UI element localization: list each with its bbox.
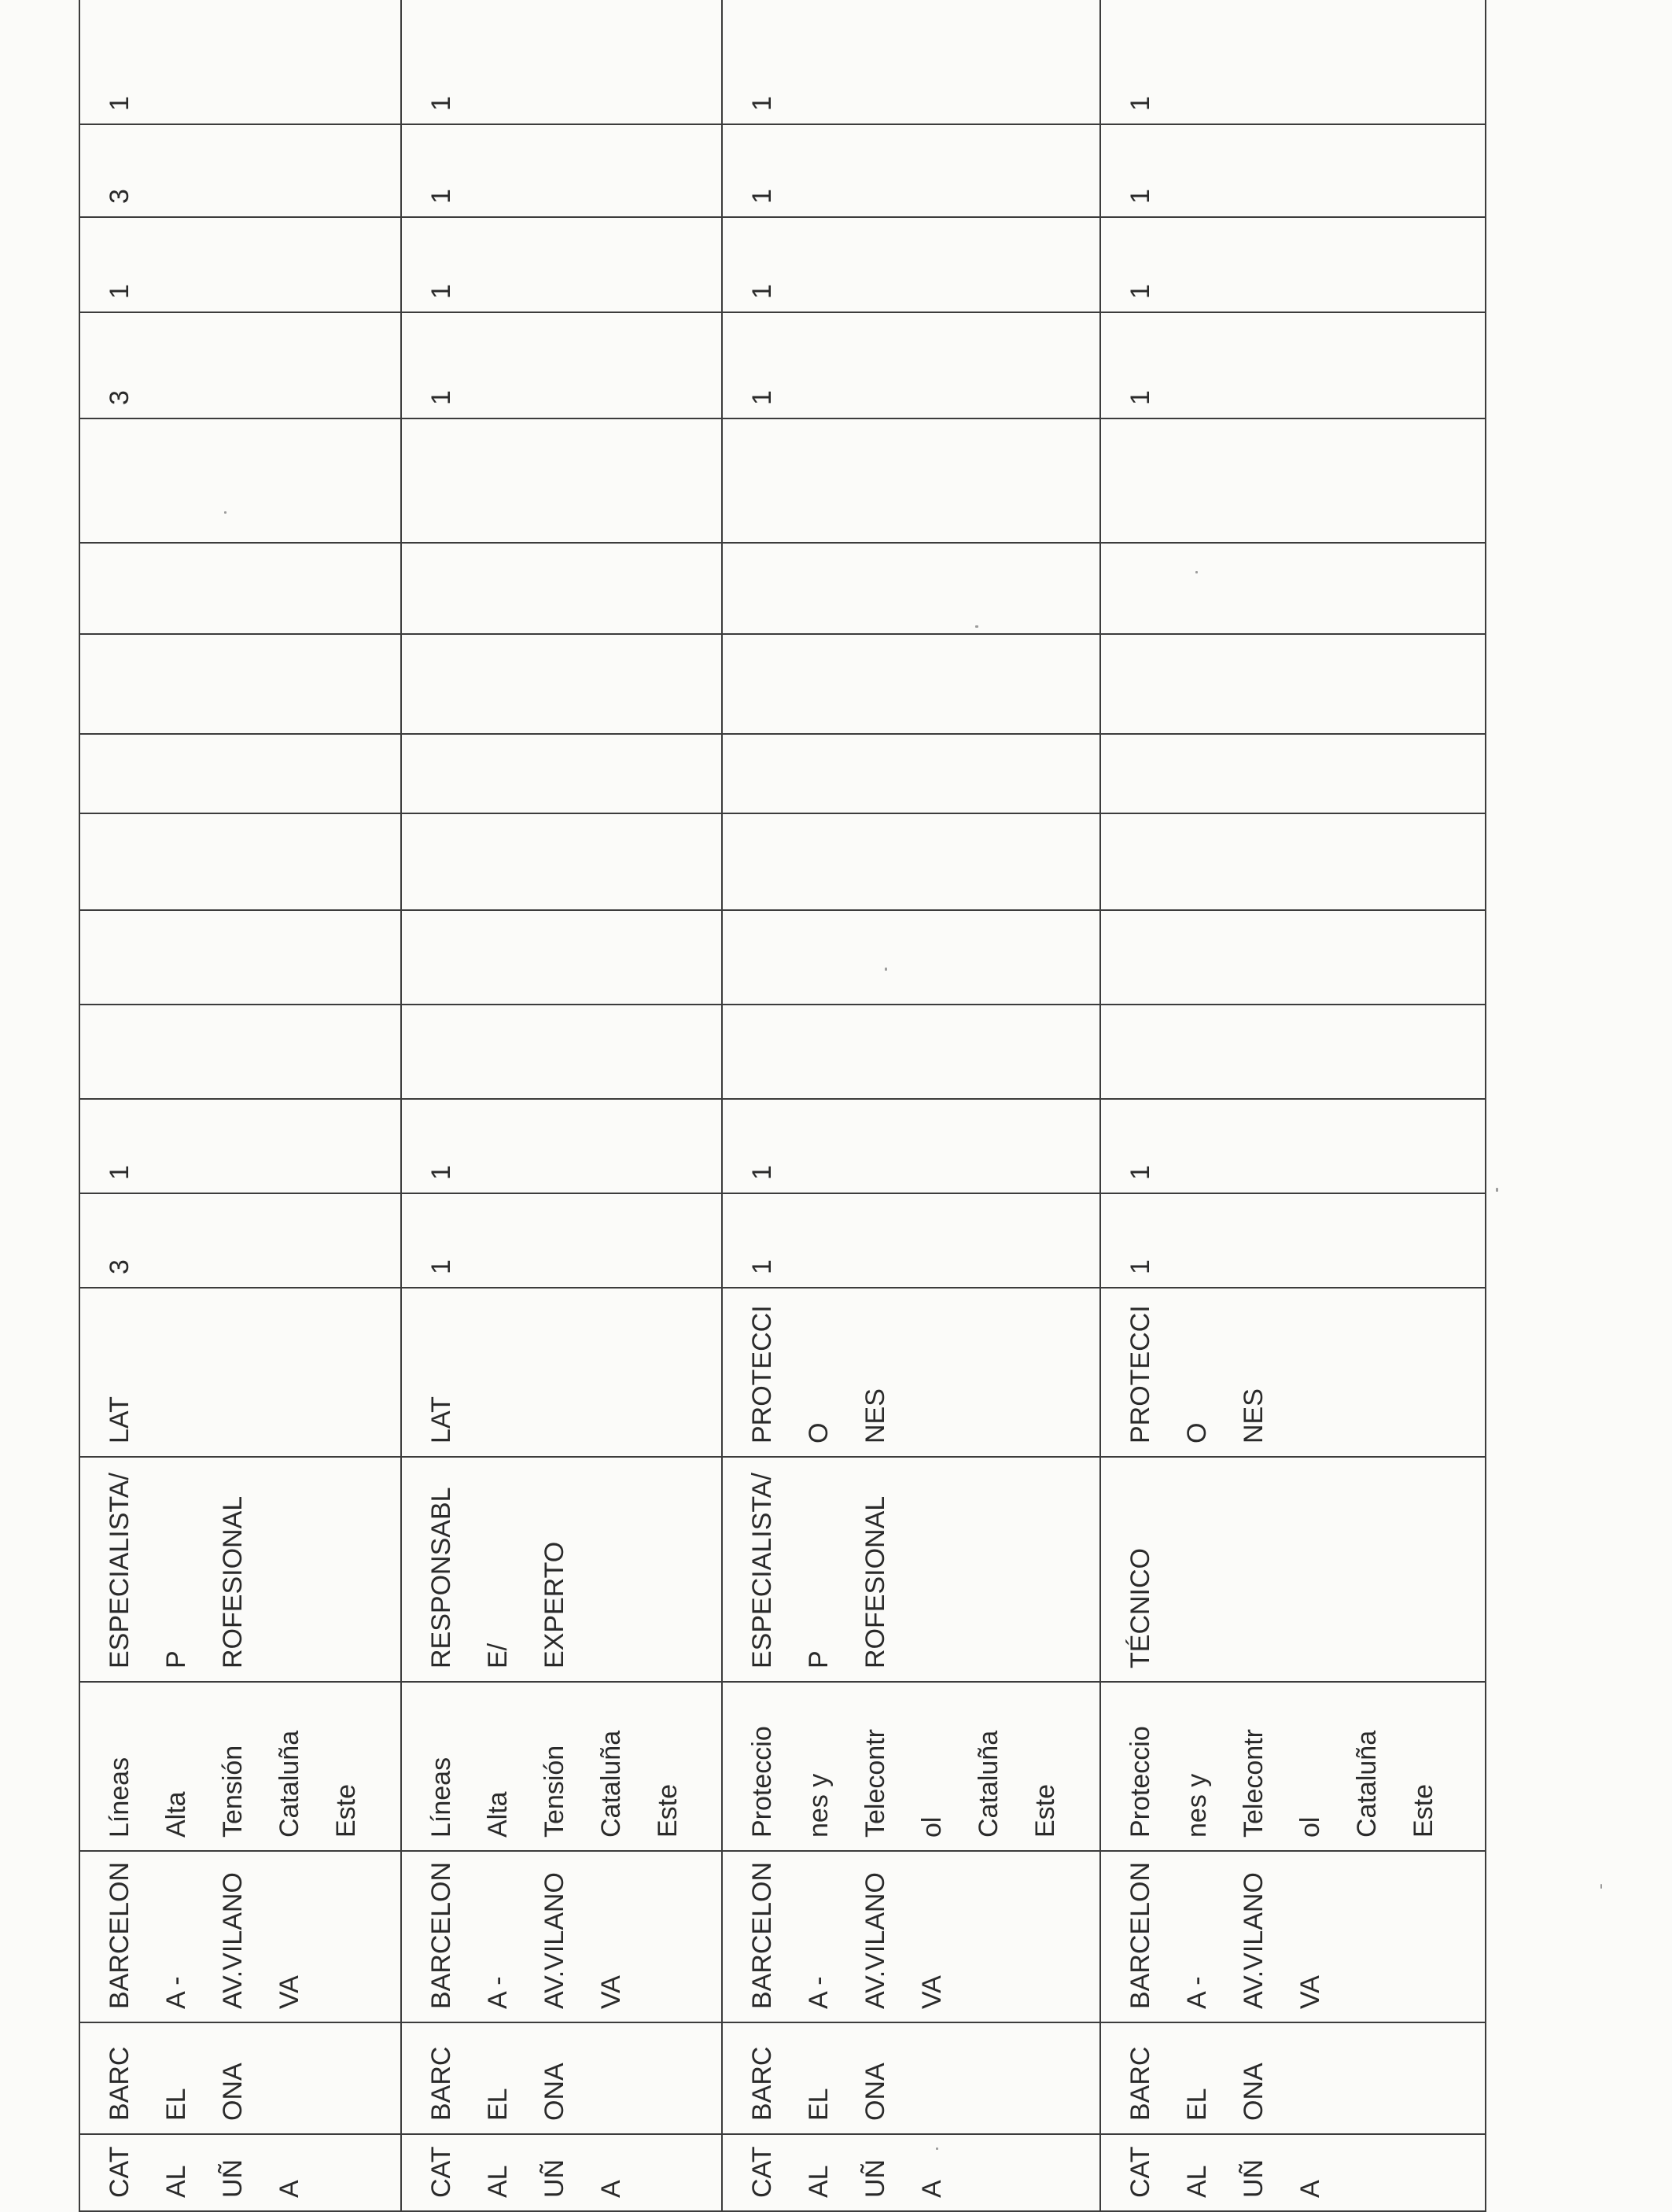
table-cell-c12 bbox=[1100, 124, 1486, 217]
cell-text: ESPECIALISTA/P ROFESIONAL bbox=[747, 1473, 891, 1668]
cell-text: 3 bbox=[105, 189, 134, 204]
cell-text: Proteccio nes y Telecontr ol Cataluña Este bbox=[1125, 1726, 1438, 1838]
cell-text: 1 bbox=[747, 1259, 778, 1274]
scan-speck bbox=[975, 625, 978, 628]
table-cell-c5 bbox=[79, 813, 401, 910]
table-cell-position bbox=[722, 1457, 1099, 1682]
table-cell-c4 bbox=[401, 910, 723, 1005]
table-row bbox=[79, 0, 401, 2211]
table-cell-unit bbox=[1100, 1682, 1486, 1851]
table-cell-c10 bbox=[1100, 312, 1486, 418]
table-cell-c12 bbox=[79, 124, 401, 217]
table-cell-c11 bbox=[79, 217, 401, 312]
cell-text: 1 bbox=[747, 189, 778, 204]
cell-text: BARCELON A - AV.VILANO VA bbox=[747, 1861, 948, 2009]
cell-text: 1 bbox=[1125, 284, 1155, 299]
staffing-table bbox=[79, 0, 1486, 2212]
table-cell-province bbox=[401, 2022, 723, 2134]
table-cell-c6 bbox=[401, 734, 723, 813]
cell-text: 1 bbox=[1125, 1259, 1155, 1274]
cell-text: BARCELON A - AV.VILANO VA bbox=[1125, 1861, 1325, 2009]
table-cell-c10 bbox=[401, 312, 723, 418]
table-cell-region bbox=[79, 2134, 401, 2211]
table-cell-c8 bbox=[722, 543, 1099, 634]
table-cell-position bbox=[79, 1457, 401, 1682]
table-cell-c5 bbox=[722, 813, 1099, 910]
table-cell-unit bbox=[722, 1682, 1099, 1851]
table-cell-specialty bbox=[1100, 1288, 1486, 1457]
table-cell-c1 bbox=[401, 1193, 723, 1288]
cell-text: Proteccio nes y Telecontr ol Cataluña Este bbox=[747, 1726, 1061, 1838]
table-cell-unit bbox=[401, 1682, 723, 1851]
table-cell-c6 bbox=[1100, 734, 1486, 813]
table-cell-c13 bbox=[1100, 0, 1486, 124]
table-cell-c11 bbox=[722, 217, 1099, 312]
cell-text: BARCEL ONA bbox=[747, 2046, 891, 2121]
rotated-table-wrapper bbox=[79, 21, 1486, 2212]
scan-speck bbox=[224, 511, 226, 514]
table-cell-specialty bbox=[79, 1288, 401, 1457]
cell-text: 1 bbox=[425, 390, 456, 405]
table-cell-c7 bbox=[722, 634, 1099, 734]
cell-text: CATAL UÑA bbox=[1125, 2146, 1325, 2198]
table-cell-c4 bbox=[722, 910, 1099, 1005]
table-cell-c9 bbox=[401, 418, 723, 543]
scan-speck bbox=[1600, 1884, 1602, 1889]
cell-text: 1 bbox=[425, 1165, 456, 1180]
table-cell-c9 bbox=[1100, 418, 1486, 543]
cell-text: CATAL UÑA bbox=[747, 2146, 948, 2198]
table-cell-c13 bbox=[79, 0, 401, 124]
table-cell-c3 bbox=[722, 1005, 1099, 1099]
table-cell-c7 bbox=[401, 634, 723, 734]
scan-speck bbox=[885, 968, 887, 971]
table-cell-c13 bbox=[722, 0, 1099, 124]
table-cell-specialty bbox=[401, 1288, 723, 1457]
table-cell-specialty bbox=[722, 1288, 1099, 1457]
table-cell-c6 bbox=[79, 734, 401, 813]
table-cell-c7 bbox=[1100, 634, 1486, 734]
cell-text: CATAL UÑA bbox=[105, 2146, 304, 2198]
table-cell-province bbox=[722, 2022, 1099, 2134]
cell-text: 1 bbox=[747, 284, 778, 299]
table-cell-c2 bbox=[1100, 1099, 1486, 1193]
table-cell-c9 bbox=[79, 418, 401, 543]
table-cell-position bbox=[1100, 1457, 1486, 1682]
cell-text: PROTECCIO NES bbox=[747, 1305, 891, 1443]
table-cell-unit bbox=[79, 1682, 401, 1851]
table-cell-c10 bbox=[79, 312, 401, 418]
cell-text: 3 bbox=[105, 390, 134, 405]
table-cell-c8 bbox=[1100, 543, 1486, 634]
table-cell-c11 bbox=[401, 217, 723, 312]
cell-text: 1 bbox=[1125, 96, 1155, 111]
table-cell-c8 bbox=[401, 543, 723, 634]
table-cell-c13 bbox=[401, 0, 723, 124]
scan-speck bbox=[936, 2147, 938, 2150]
cell-text: CATAL UÑA bbox=[425, 2146, 626, 2198]
table-cell-c4 bbox=[79, 910, 401, 1005]
cell-text: Líneas Alta Tensión Cataluña Este bbox=[425, 1730, 683, 1838]
table-cell-c2 bbox=[722, 1099, 1099, 1193]
table-cell-c7 bbox=[79, 634, 401, 734]
table-cell-center bbox=[401, 1851, 723, 2022]
cell-text: 1 bbox=[425, 284, 456, 299]
table-cell-c1 bbox=[1100, 1193, 1486, 1288]
cell-text: BARCELON A - AV.VILANO VA bbox=[105, 1861, 304, 2009]
cell-text: BARCEL ONA bbox=[105, 2046, 248, 2121]
table-cell-c12 bbox=[401, 124, 723, 217]
cell-text: PROTECCIO NES bbox=[1125, 1305, 1269, 1443]
table-cell-c9 bbox=[722, 418, 1099, 543]
table-cell-c10 bbox=[722, 312, 1099, 418]
cell-text: 1 bbox=[747, 1165, 778, 1180]
cell-text: 1 bbox=[105, 96, 134, 111]
cell-text: 1 bbox=[1125, 1165, 1155, 1180]
cell-text: 1 bbox=[1125, 189, 1155, 204]
cell-text: BARCEL ONA bbox=[425, 2046, 569, 2121]
table-cell-c2 bbox=[79, 1099, 401, 1193]
table-cell-c6 bbox=[722, 734, 1099, 813]
table-cell-c1 bbox=[79, 1193, 401, 1288]
cell-text: 1 bbox=[425, 189, 456, 204]
scan-speck bbox=[1195, 571, 1198, 573]
cell-text: 1 bbox=[1125, 390, 1155, 405]
cell-text: BARCEL ONA bbox=[1125, 2046, 1269, 2121]
cell-text: 1 bbox=[105, 284, 134, 299]
table-cell-c1 bbox=[722, 1193, 1099, 1288]
table-cell-position bbox=[401, 1457, 723, 1682]
table-cell-center bbox=[722, 1851, 1099, 2022]
table-cell-region bbox=[1100, 2134, 1486, 2211]
cell-text: LAT bbox=[105, 1396, 134, 1443]
table-cell-c3 bbox=[79, 1005, 401, 1099]
table-cell-c11 bbox=[1100, 217, 1486, 312]
table-cell-c12 bbox=[722, 124, 1099, 217]
cell-text: 1 bbox=[747, 96, 778, 111]
table-cell-c8 bbox=[79, 543, 401, 634]
cell-text: Líneas Alta Tensión Cataluña Este bbox=[105, 1730, 361, 1838]
table-row bbox=[722, 0, 1099, 2211]
table-cell-c3 bbox=[401, 1005, 723, 1099]
table-cell-c2 bbox=[401, 1099, 723, 1193]
table-cell-center bbox=[1100, 1851, 1486, 2022]
table-cell-c5 bbox=[1100, 813, 1486, 910]
table-row bbox=[401, 0, 723, 2211]
table-cell-province bbox=[79, 2022, 401, 2134]
table-cell-c4 bbox=[1100, 910, 1486, 1005]
cell-text: 3 bbox=[105, 1259, 134, 1274]
cell-text: BARCELON A - AV.VILANO VA bbox=[425, 1861, 626, 2009]
table-cell-center bbox=[79, 1851, 401, 2022]
cell-text: 1 bbox=[425, 1259, 456, 1274]
cell-text: ESPECIALISTA/P ROFESIONAL bbox=[105, 1473, 248, 1668]
table-cell-region bbox=[401, 2134, 723, 2211]
cell-text: 1 bbox=[425, 96, 456, 111]
scan-speck bbox=[1496, 1188, 1498, 1192]
table-cell-c5 bbox=[401, 813, 723, 910]
table-row bbox=[1100, 0, 1486, 2211]
cell-text: 1 bbox=[105, 1165, 134, 1180]
table-cell-region bbox=[722, 2134, 1099, 2211]
cell-text: TÉCNICO bbox=[1125, 1548, 1155, 1668]
table-cell-province bbox=[1100, 2022, 1486, 2134]
cell-text: LAT bbox=[425, 1396, 456, 1443]
table-cell-c3 bbox=[1100, 1005, 1486, 1099]
cell-text: RESPONSABLE/ EXPERTO bbox=[425, 1487, 569, 1668]
cell-text: 1 bbox=[747, 390, 778, 405]
